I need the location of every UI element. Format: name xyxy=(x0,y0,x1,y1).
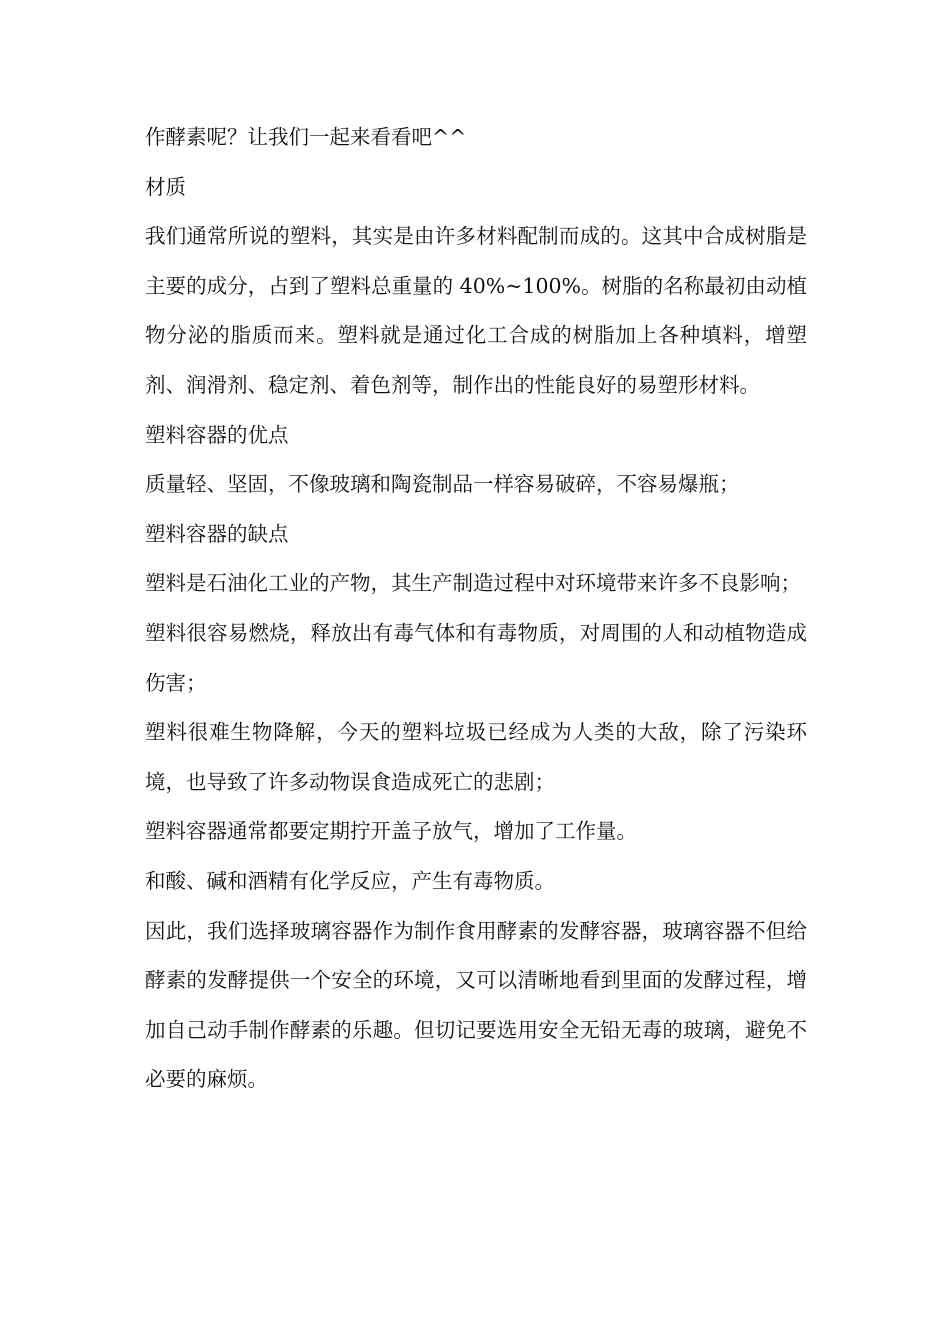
paragraph-advantage-1: 质量轻、坚固，不像玻璃和陶瓷制品一样容易破碎，不容易爆瓶； xyxy=(145,472,740,497)
paragraph-disadvantage-3: 塑料很难生物降解，今天的塑料垃圾已经成为人类的大敌，除了污染环境，也导致了许多动物误食造成死亡的悲剧； xyxy=(145,720,807,794)
paragraph-disadvantage-4: 塑料容器通常都要定期拧开盖子放气，增加了工作量。 xyxy=(145,819,637,844)
heading-disadvantages: 塑料容器的缺点 xyxy=(145,521,289,546)
heading-material: 材质 xyxy=(145,174,186,199)
paragraph-conclusion: 因此，我们选择玻璃容器作为制作食用酵素的发酵容器，玻璃容器不但给酵素的发酵提供一个安全的环境，又可以清晰地看到里面的发酵过程，增加自己动手制作酵素的乐趣。但切记要选用安全无铅无毒的玻璃，避免不必要的麻烦。 xyxy=(145,918,807,1092)
document-page xyxy=(145,113,807,1105)
paragraph-disadvantage-5: 和酸、碱和酒精有化学反应，产生有毒物质。 xyxy=(145,868,555,893)
heading-advantages: 塑料容器的优点 xyxy=(145,422,289,447)
paragraph-disadvantage-2: 塑料很容易燃烧，释放出有毒气体和有毒物质，对周围的人和动植物造成伤害； xyxy=(145,620,807,695)
paragraph-material-body: 我们通常所说的塑料，其实是由许多材料配制而成的。这其中合成树脂是主要的成分，占到了塑料总重量的 40%~100%。树脂的名称最初由动植物分泌的脂质而来。塑料就是通过化工合成的树脂加上各种填料，增塑剂、润滑剂、稳定剂、着色剂等，制作出的性能良好的易塑形材料。 xyxy=(145,224,807,397)
paragraph-disadvantage-1: 塑料是石油化工业的产物，其生产制造过程中对环境带来许多不良影响； xyxy=(145,571,801,596)
paragraph-intro-continuation: 作酵素呢？让我们一起来看看吧^^ xyxy=(145,125,467,149)
